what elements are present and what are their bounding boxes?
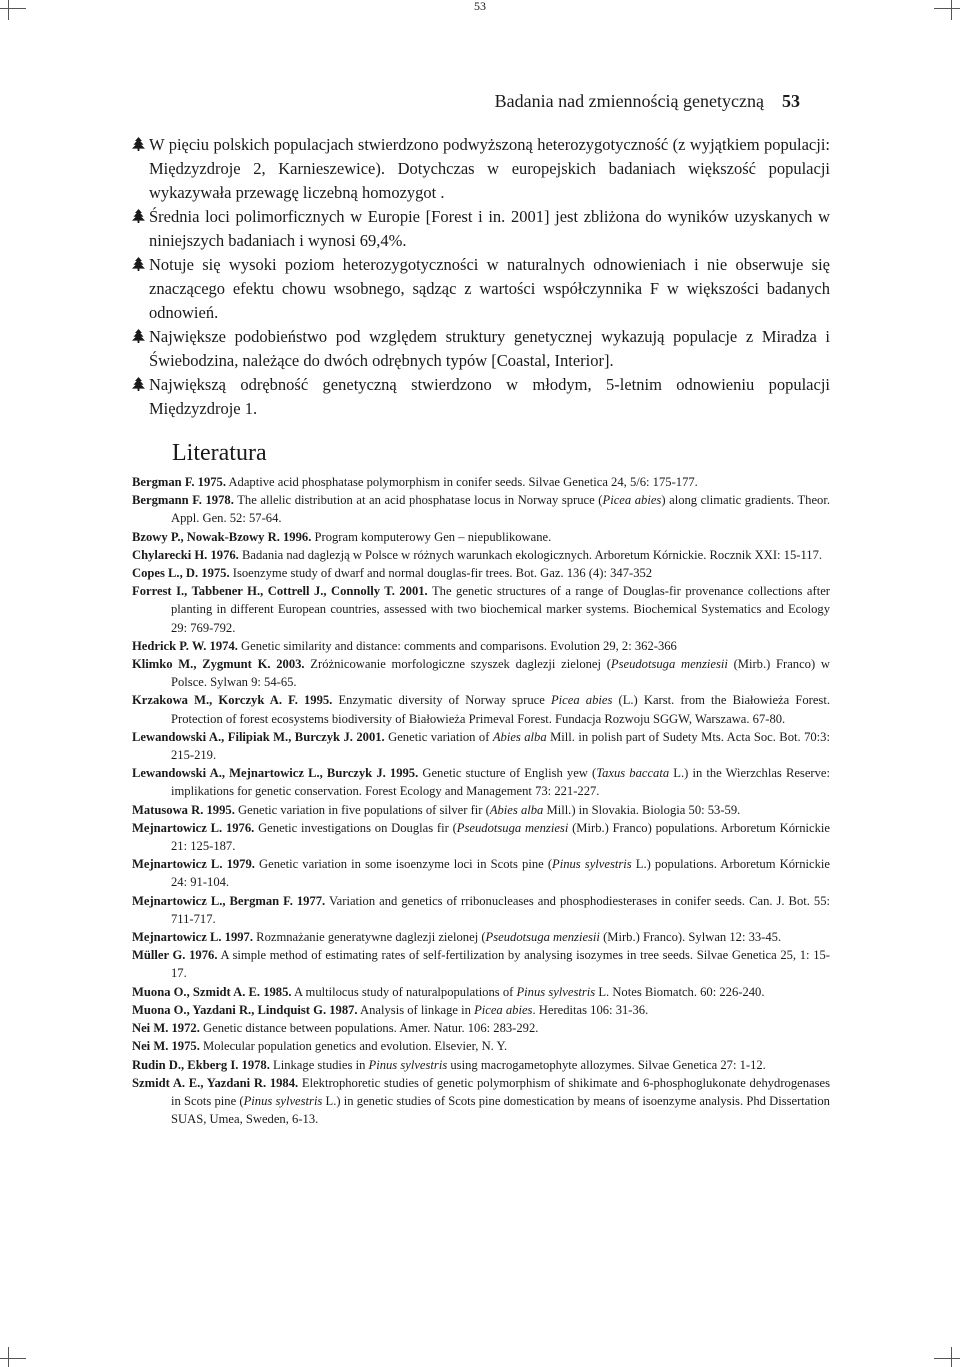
reference-item: [132, 928, 830, 946]
reference-item: [132, 764, 830, 800]
reference-text: . Hereditas 106: 31-36.: [532, 1002, 649, 1017]
reference-author: Copes L., D. 1975.: [132, 566, 230, 581]
conclusion-item: [132, 205, 830, 253]
reference-text: Mill.) in Slovakia. Biologia 50: 53-59.: [543, 802, 741, 817]
reference-text: Genetic stucture of English yew (: [418, 766, 597, 781]
reference-item: [132, 473, 830, 491]
reference-author: Hedrick P. W. 1974.: [132, 638, 238, 653]
reference-author: Klimko M., Zygmunt K. 2003.: [132, 657, 305, 672]
reference-author: Bzowy P., Nowak-Bzowy R. 1996.: [132, 529, 312, 544]
reference-author: Nei M. 1972.: [132, 1021, 200, 1036]
reference-author: Lewandowski A., Filipiak M., Burczyk J. 2001.: [132, 729, 385, 744]
crop-mark: [934, 1358, 960, 1359]
conclusion-text: Największą odrębność genetyczną stwierdzono w młodym, 5-letnim odnowieniu populacji Międzyzdroje 1.: [149, 375, 830, 418]
reference-item: [132, 1037, 830, 1055]
reference-author: Muona O., Yazdani R., Lindquist G. 1987.: [132, 1002, 358, 1017]
reference-species: Abies alba: [492, 729, 547, 744]
reference-item: [132, 1019, 830, 1037]
conclusion-text: Największe podobieństwo pod względem struktury genetycznej wykazują populacje z Miradza i Świebodzina, należące do dwóch odrębnych typów [Coastal, Interior].: [149, 327, 830, 370]
reference-text: L. Notes Biomatch. 60: 226-240.: [595, 984, 765, 999]
reference-author: Szmidt A. E., Yazdani R. 1984.: [132, 1075, 299, 1090]
reference-item: [132, 637, 830, 655]
reference-item: [132, 728, 830, 764]
reference-species: Pseudotsuga menziesii: [610, 657, 728, 672]
reference-item: [132, 1074, 830, 1129]
reference-item: [132, 546, 830, 564]
reference-text: Genetic variation in some isoenzyme loci in Scots pine (: [254, 857, 553, 872]
reference-item: [132, 819, 830, 855]
reference-text: Rozmnażanie generatywne daglezji zielonej (: [253, 930, 486, 945]
reference-author: Mejnartowicz L. 1979.: [132, 857, 255, 872]
reference-species: Pinus sylvestris: [516, 984, 596, 999]
reference-species: Taxus baccata: [596, 766, 670, 781]
crop-mark: [951, 1347, 952, 1367]
reference-species: Picea abies: [602, 493, 662, 508]
conclusion-text: Średnia loci polimorficznych w Europie [Forest i in. 2001] jest zbliżona do wyników uzyskanych w niniejszych badaniach i wynosi 69,4%.: [149, 207, 830, 250]
reference-species: Pinus sylvestris: [368, 1057, 448, 1072]
reference-text: Badania nad daglezją w Polsce w różnych warunkach ekologicznych. Arboretum Kórnickie. Rocznik XXI: 15-117.: [238, 547, 823, 562]
reference-text: L.) in the Wierzchlas Reserve: implikations for genetic conservation. Forest Ecology and Management 73: 221-227.: [171, 766, 830, 799]
running-head-page-number: 53: [782, 91, 800, 111]
reference-text: L.) in genetic studies of Scots pine domestication by means of isoenzyme analysis. Phd Dissertation SUAS, Umea, Sweden, 6-13.: [171, 1093, 830, 1127]
reference-author: Forrest I., Tabbener H., Cottrell J., Connolly T. 2001.: [132, 584, 428, 599]
reference-species: Pseudotsuga menziesi: [456, 820, 569, 835]
crop-mark: [8, 1347, 9, 1367]
reference-species: Pinus sylvestris: [552, 857, 632, 872]
reference-item: [132, 582, 830, 637]
conclusion-item: [132, 325, 830, 373]
conclusion-text: W pięciu polskich populacjach stwierdzono podwyższoną heterozygotyczność (z wyjątkiem populacji: Międzyzdroje 2, Karnieszewice). Dotychczas w europejskich badaniach większość populacji wykazywała przewagę liczebną homozygot .: [149, 135, 830, 202]
conclusions-list: [132, 133, 830, 421]
reference-author: Mejnartowicz L., Bergman F. 1977.: [132, 893, 326, 908]
running-head-title: Badania nad zmiennością genetyczną: [494, 91, 764, 111]
reference-item: [132, 1001, 830, 1019]
reference-text: ) along climatic gradients. Theor. Appl. Gen. 52: 57-64.: [171, 493, 830, 526]
reference-text: (L.) Karst. from the Białowieża Forest. Protection of forest ecosystems biodiversity of Białowieża Primeval Forest. Fundacja Rozwoju SGGW, Warszawa. 67-80.: [171, 693, 830, 726]
reference-author: Bergman F. 1975.: [132, 475, 226, 489]
reference-text: Linkage studies in: [269, 1057, 369, 1072]
reference-text: Genetic distance between populations. Amer. Natur. 106: 283-292.: [199, 1021, 539, 1036]
reference-text: (Mirb.) Franco) w Polsce. Sylwan 9: 54-65.: [171, 657, 830, 690]
reference-item: [132, 655, 830, 691]
reference-text: Molecular population genetics and evolution. Elsevier, N. Y.: [199, 1039, 508, 1054]
reference-text: Genetic similarity and distance: comments and comparisons. Evolution 29, 2: 362-366: [237, 638, 677, 653]
reference-species: Abies alba: [489, 802, 544, 817]
reference-item: [132, 892, 830, 928]
reference-text: Genetic variation of: [384, 729, 493, 744]
reference-author: Rudin D., Ekberg I. 1978.: [132, 1057, 270, 1072]
reference-item: [132, 564, 830, 582]
reference-item: [132, 801, 830, 819]
running-head: [495, 91, 800, 112]
reference-item: [132, 1056, 830, 1074]
reference-item: [132, 528, 830, 546]
reference-author: Bergmann F. 1978.: [132, 493, 234, 508]
reference-text: Program komputerowy Gen – niepublikowane.: [311, 529, 552, 544]
reference-text: Enzymatic diversity of Norway spruce: [332, 693, 551, 708]
reference-species: Pinus sylvestris: [243, 1093, 323, 1108]
reference-author: Mejnartowicz L. 1997.: [132, 930, 254, 945]
reference-author: Chylarecki H. 1976.: [132, 547, 239, 562]
reference-text: The allelic distribution at an acid phosphatase locus in Norway spruce (: [233, 493, 603, 508]
reference-author: Müller G. 1976.: [132, 948, 218, 963]
conclusion-text: Notuje się wysoki poziom heterozygotyczności w naturalnych odnowieniach i nie obserwuje się znaczącego efektu chowu wsobnego, sądząc z wartości współczynnika F w większości badanych odnowień.: [149, 255, 830, 322]
reference-text: Genetic investigations on Douglas fir (: [254, 820, 457, 835]
reference-text: The genetic structures of a range of Douglas-fir provenance collections after planting in different European countries, assessed with two biochemical marker systems. Biochemical Systematics and Ecology 29: 769-792.: [171, 584, 830, 635]
reference-species: Pseudotsuga menziesii: [485, 930, 600, 945]
reference-text: Adaptive acid phosphatase polymorphism in conifer seeds. Silvae Genetica 24, 5/6: 175-177.: [226, 475, 698, 489]
conclusion-item: [132, 373, 830, 421]
reference-item: [132, 946, 830, 982]
reference-author: Krzakowa M., Korczyk A. F. 1995.: [132, 693, 333, 708]
reference-item: [132, 855, 830, 891]
crop-mark: [0, 1358, 26, 1359]
reference-species: Picea abies: [550, 693, 613, 708]
reference-text: (Mirb.) Franco). Sylwan 12: 33-45.: [599, 930, 782, 945]
reference-author: Matusowa R. 1995.: [132, 802, 235, 817]
reference-item: [132, 691, 830, 727]
reference-text: using macrogametophyte allozymes. Silvae Genetica 27: 1-12.: [447, 1057, 766, 1072]
reference-text: A simple method of estimating rates of self-fertilization by analysing isozymes in tree seeds. Silvae Genetica 25, 1: 15-17.: [171, 948, 830, 981]
literature-heading: Literatura: [172, 440, 267, 466]
reference-text: Mill. in polish part of Sudety Mts. Acta Soc. Bot. 70:3: 215-219.: [171, 729, 830, 763]
reference-text: Analysis of linkage in: [357, 1002, 475, 1017]
conclusion-item: [132, 253, 830, 325]
reference-author: Lewandowski A., Mejnartowicz L., Burczyk J. 1995.: [132, 766, 419, 781]
reference-text: Genetic variation in five populations of silver fir (: [234, 802, 490, 817]
reference-author: Muona O., Szmidt A. E. 1985.: [132, 984, 292, 999]
reference-item: [132, 983, 830, 1001]
conclusion-item: [132, 133, 830, 205]
reference-text: A multilocus study of naturalpopulations of: [291, 984, 517, 999]
reference-text: L.) populations. Arboretum Kórnickie 24: 91-104.: [171, 857, 830, 890]
reference-text: Zróżnicowanie morfologiczne szyszek daglezji zielonej (: [304, 657, 611, 672]
reference-author: Nei M. 1975.: [132, 1039, 200, 1054]
page-folio: 53: [474, 0, 486, 13]
reference-author: Mejnartowicz L. 1976.: [132, 820, 255, 835]
reference-item: [132, 491, 830, 527]
reference-list: [132, 473, 830, 1128]
reference-species: Picea abies: [474, 1002, 533, 1017]
reference-text: (Mirb.) Franco) populations. Arboretum Kórnickie 21: 125-187.: [171, 820, 830, 854]
reference-text: Elektrophoretic studies of genetic polymorphism of shikimate and 6-phosphoglukonate dehydrogenases in Scots pine (: [171, 1075, 830, 1108]
reference-text: Variation and genetics of rribonucleases and phosphodiesterases in conifer seeds. Can. J. Bot. 55: 711-717.: [171, 893, 830, 926]
reference-text: Isoenzyme study of dwarf and normal douglas-fir trees. Bot. Gaz. 136 (4): 347-352: [229, 566, 653, 581]
